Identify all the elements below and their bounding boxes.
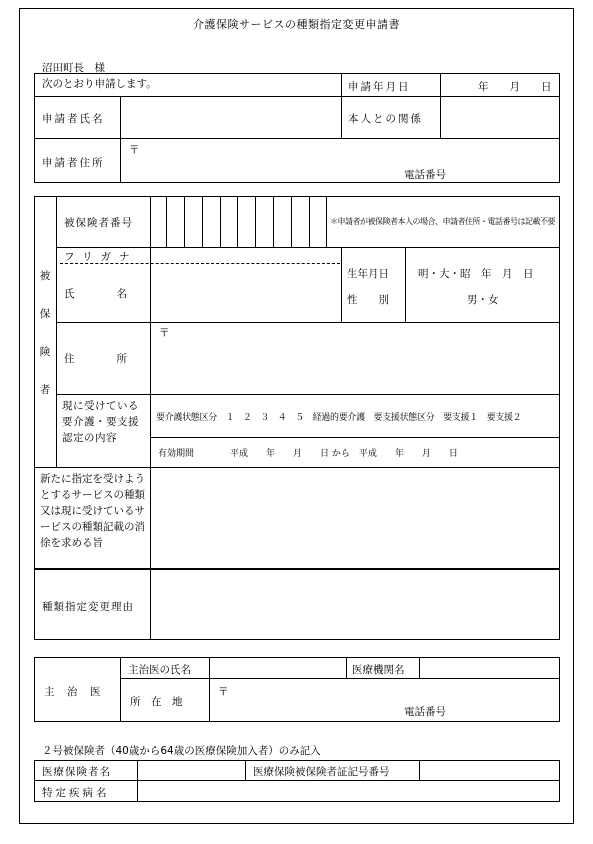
applicant-name-field[interactable] <box>124 100 336 136</box>
care-level-options[interactable]: 要介護状態区分 １ ２ ３ ４ ５ 経過的要介護 要支援状態区分 要支援１ 要支援２ <box>156 413 522 423</box>
medical-insurer-field[interactable] <box>140 762 242 778</box>
doctor-address-field[interactable] <box>230 682 556 704</box>
insured-name-field[interactable] <box>154 266 338 318</box>
doctor-section-label: 主 治 医 <box>44 686 102 698</box>
doctor-name-field[interactable] <box>212 660 344 676</box>
addressee: 沼田町長 様 <box>42 62 105 74</box>
divider <box>56 247 560 248</box>
furigana-field[interactable] <box>154 249 338 262</box>
change-reason-field[interactable] <box>154 573 556 636</box>
change-reason-label: 種類指定変更理由 <box>42 601 134 613</box>
applicant-phone-label: 電話番号 <box>404 169 446 181</box>
insured-address-label: 住 所 <box>64 353 127 365</box>
sex-label: 性 別 <box>347 294 389 306</box>
insured-section-label-2: 保 <box>39 308 51 320</box>
secondary-heading: ２号被保険者（40歳から64歳の医療保険加入者）のみ記入 <box>42 745 321 757</box>
relation-label: 本人との関係 <box>348 113 423 125</box>
postal-mark: 〒 <box>129 144 140 156</box>
insured-section-label-3: 険 <box>39 346 51 358</box>
medical-insurer-label: 医療保険者名 <box>42 766 111 778</box>
service-request-label: 新たに指定を受けようとするサービスの種類又は現に受けているサービスの種類記載の消徐を求める旨 <box>40 473 145 549</box>
insured-number-field[interactable] <box>151 197 326 246</box>
insurance-card-field[interactable] <box>422 762 556 778</box>
specific-disease-field[interactable] <box>140 783 556 800</box>
divider <box>120 96 121 183</box>
birth-date-field[interactable]: 明・大・昭 年 月 日 <box>418 268 534 280</box>
applicant-address-label: 申請者住所 <box>42 157 105 169</box>
applicant-name-label: 申請者氏名 <box>42 113 105 125</box>
insurance-card-label: 医療保険被保険者証記号番号 <box>253 766 390 778</box>
insured-note: ＊申請者が被保険者本人の場合、申請者住所・電話番号は記載不要 <box>330 217 555 226</box>
insured-address-field[interactable] <box>170 326 556 390</box>
intro-text: 次のとおり申請します。 <box>42 78 157 90</box>
birth-label: 生年月日 <box>347 268 389 280</box>
divider <box>56 322 560 323</box>
divider <box>150 437 560 438</box>
insured-number-label: 被保険者番号 <box>64 217 133 229</box>
divider <box>56 394 560 395</box>
validity-period[interactable]: 有効期間 平成 年 月 日 から 平成 年 月 日 <box>158 449 458 459</box>
furigana-label: フリガナ <box>64 251 138 263</box>
doctor-phone-label: 電話番号 <box>404 706 446 718</box>
applicant-address-field[interactable] <box>140 142 554 164</box>
divider <box>56 196 57 468</box>
doctor-postal-mark: 〒 <box>218 686 229 698</box>
insured-section-label-4: 者 <box>39 384 51 396</box>
relation-field[interactable] <box>444 100 556 136</box>
specific-disease-label: 特定疾病名 <box>42 787 110 799</box>
institution-label: 医療機関名 <box>352 664 405 676</box>
insured-section-label-1: 被 <box>39 270 51 282</box>
institution-field[interactable] <box>422 660 556 676</box>
service-request-field[interactable] <box>154 472 556 565</box>
insured-name-label: 氏 名 <box>64 288 127 300</box>
sex-choice[interactable]: 男・女 <box>467 294 499 306</box>
care-certification-label: 現に受けている要介護・要支援認定の内容 <box>62 400 139 444</box>
doctor-location-label: 所 在 地 <box>130 696 183 708</box>
application-date-label: 申請年月日 <box>348 81 411 93</box>
form-title: 介護保険サービスの種類指定変更申請書 <box>193 18 400 31</box>
application-date-field[interactable]: 年 月 日 <box>478 81 552 93</box>
insured-postal-mark: 〒 <box>159 327 170 339</box>
doctor-name-label: 主治医の氏名 <box>128 664 191 676</box>
